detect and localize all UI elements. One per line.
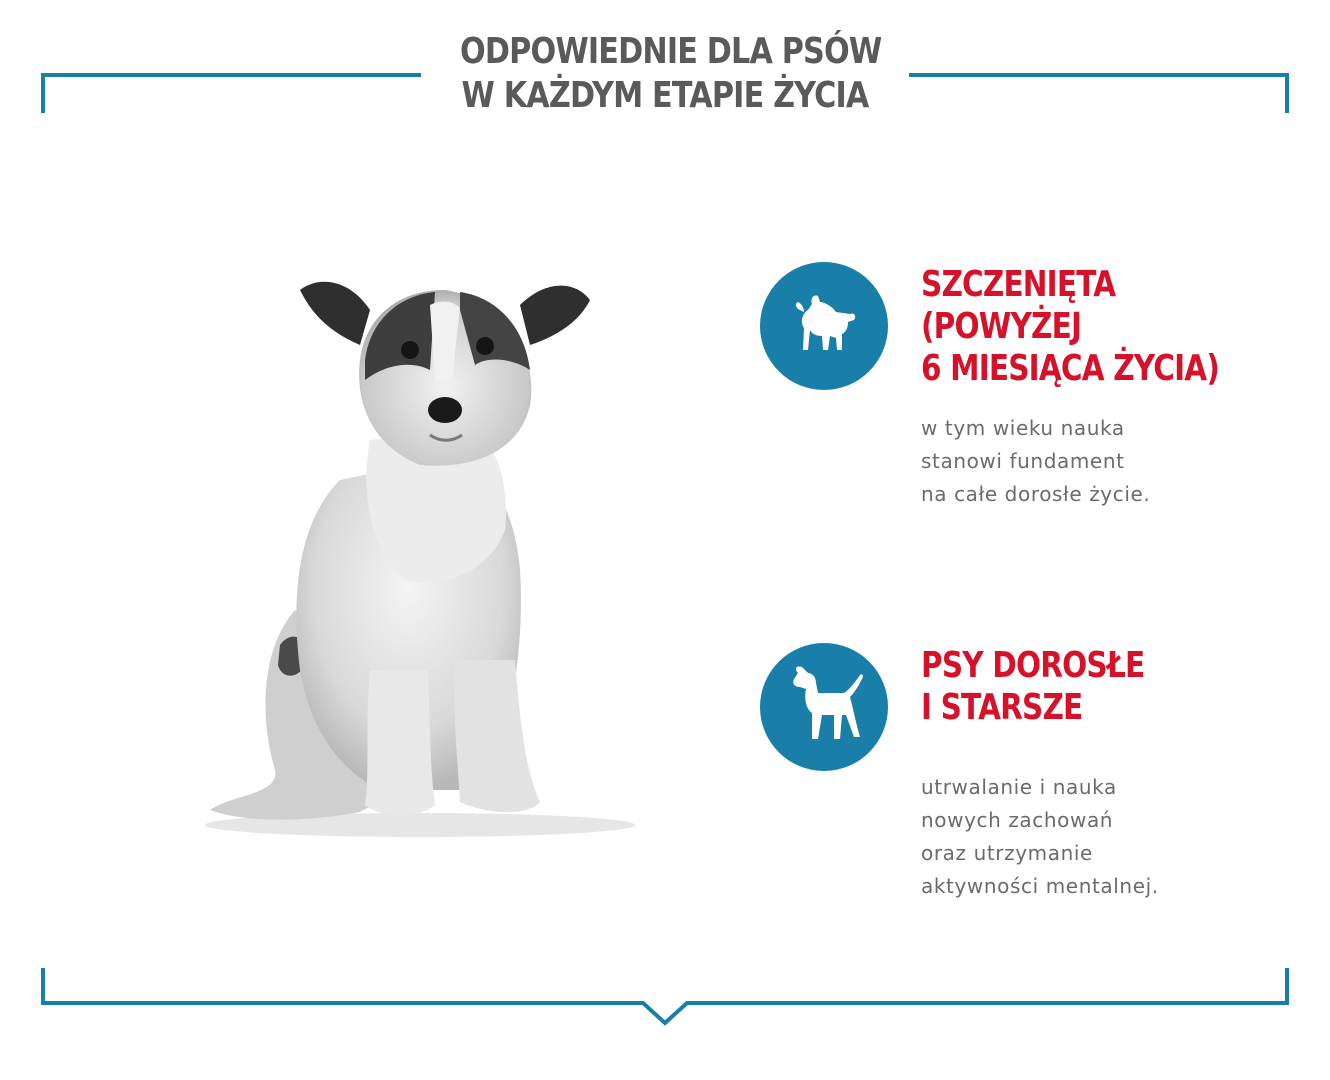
feature-puppies-title-line-1: SZCZENIĘTA <box>921 264 1116 305</box>
feature-adult-dogs-description <box>921 771 1159 903</box>
page-title-line-2: W KAŻDYM ETAPIE ŻYCIA <box>461 75 869 116</box>
feature-adult-dogs-text-line-3: oraz utrzymanie <box>921 841 1093 865</box>
frame-top-left-tick <box>41 73 45 113</box>
adult-dog-icon <box>760 643 888 771</box>
feature-adult-dogs-title <box>921 645 1144 729</box>
feature-adult-dogs-title-line-2: I STARSZE <box>921 687 1083 728</box>
frame-top-right-line <box>909 73 1289 77</box>
frame-top-right-tick <box>1285 73 1289 113</box>
adult-dog-icon-badge <box>760 643 888 771</box>
dog-photo <box>190 250 650 850</box>
feature-puppies-description <box>921 412 1150 511</box>
page-title-line-1: ODPOWIEDNIE DLA PSÓW <box>460 31 882 72</box>
frame-bottom <box>0 960 1330 1030</box>
feature-adult-dogs-text-line-2: nowych zachowań <box>921 808 1114 832</box>
feature-puppies-title-line-2: (POWYŻEJ <box>921 306 1082 347</box>
feature-puppies-title-line-3: 6 MIESIĄCA ŻYCIA) <box>921 348 1220 389</box>
feature-adult-dogs-text-line-1: utrwalanie i nauka <box>921 775 1117 799</box>
feature-puppies-text-line-2: stanowi fundament <box>921 449 1125 473</box>
feature-puppies-text-line-1: w tym wieku nauka <box>921 416 1125 440</box>
feature-puppies-title <box>921 264 1219 390</box>
puppy-icon-badge <box>760 262 888 390</box>
feature-puppies-text-line-3: na całe dorosłe życie. <box>921 482 1151 506</box>
feature-adult-dogs-text-line-4: aktywności mentalnej. <box>921 874 1159 898</box>
frame-top-left-line <box>41 73 421 77</box>
page-title <box>460 30 882 118</box>
puppy-icon <box>760 262 888 390</box>
feature-adult-dogs-title-line-1: PSY DOROSŁE <box>921 645 1145 686</box>
